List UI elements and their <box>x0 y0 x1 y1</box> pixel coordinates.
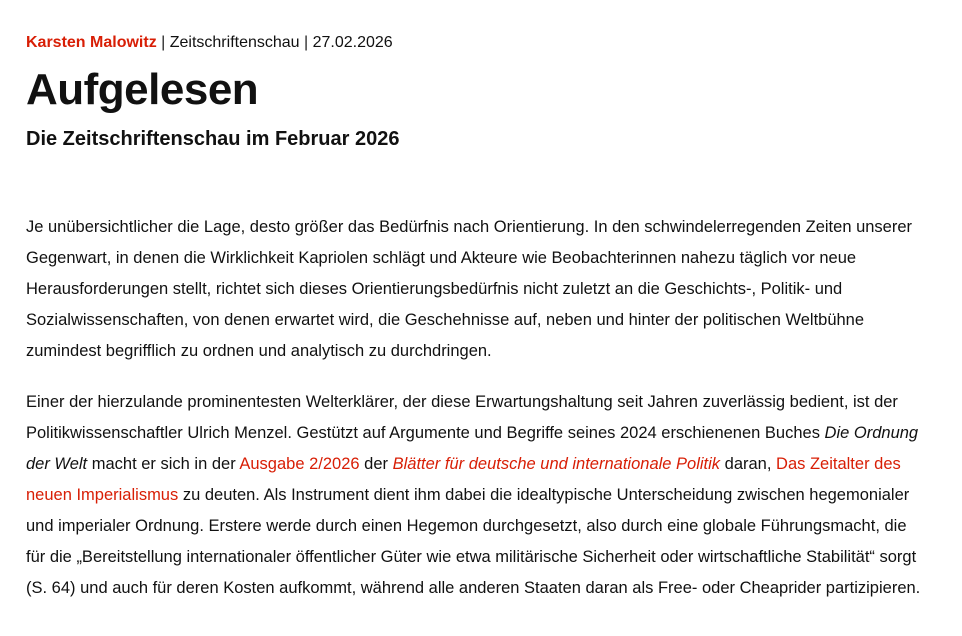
article-meta <box>26 33 393 53</box>
category-label: Zeitschriftenschau <box>169 34 300 51</box>
paragraph-text: Einer der hierzulande prominentesten Welterklärer, der diese Erwartungshaltung seit Jahren zuverlässig bedient, ist der Politikwissenschaftler Ulrich Menzel. Gestützt auf Argumente und Begriffe seines 2024 erschienenen Buches <box>26 393 898 442</box>
meta-separator: | <box>299 34 313 51</box>
journal-link[interactable] <box>393 455 720 473</box>
paragraph-2 <box>26 387 926 604</box>
book-title: Die Ordnung der Welt <box>26 424 919 473</box>
author-link[interactable]: Karsten Malowitz <box>26 34 157 51</box>
journal-title: Blätter für deutsche und internationale Politik <box>392 455 721 473</box>
meta-separator: | <box>156 34 170 51</box>
publish-date: 27.02.2026 <box>312 34 393 51</box>
page-title: Aufgelesen <box>26 65 259 114</box>
paragraph-text: macht er sich in der <box>87 455 240 473</box>
paragraph-1: Je unübersichtlicher die Lage, desto größer das Bedürfnis nach Orientierung. In den schwindelerregenden Zeiten unserer Gegenwart, in denen die Wirklichkeit Kapriolen schlägt und Akteure wie Beobachterinnen nahezu täglich vor neue Herausforderungen stellt, richtet sich dieses Orientierungsbedürfnis nicht zuletzt an die Geschichts-, Politik- und Sozialwissenschaften, von denen erwartet wird, die Geschehnisse auf, neben und hinter der politischen Weltbühne zumindest begrifflich zu ordnen und analytisch zu durchdringen. <box>26 218 913 360</box>
paragraph-text: zu deuten. Als Instrument dient ihm dabei die idealtypische Unterscheidung zwischen hegemonialer und imperialer Ordnung. Erstere werde durch einen Hegemon durchgesetzt, also durch eine globale Führungsmacht, die für die „Bereitstellung internationaler öffentlicher Güter wie etwa militärische Sicherheit oder wirtschaftliche Stabilität“ sorgt (S. 64) und auch für deren Kosten aufkommt, während alle anderen Staaten daran als Free- oder Cheaprider partizipieren. <box>26 486 921 597</box>
paragraph-text: der <box>359 455 393 473</box>
article-body <box>26 212 926 624</box>
issue-link[interactable]: Ausgabe 2/2026 <box>239 455 360 473</box>
article-link[interactable]: Das Zeitalter des neuen Imperialismus <box>26 455 901 504</box>
paragraph-text: daran, <box>720 455 777 473</box>
page-subtitle: Die Zeitschriftenschau im Februar 2026 <box>26 128 400 150</box>
